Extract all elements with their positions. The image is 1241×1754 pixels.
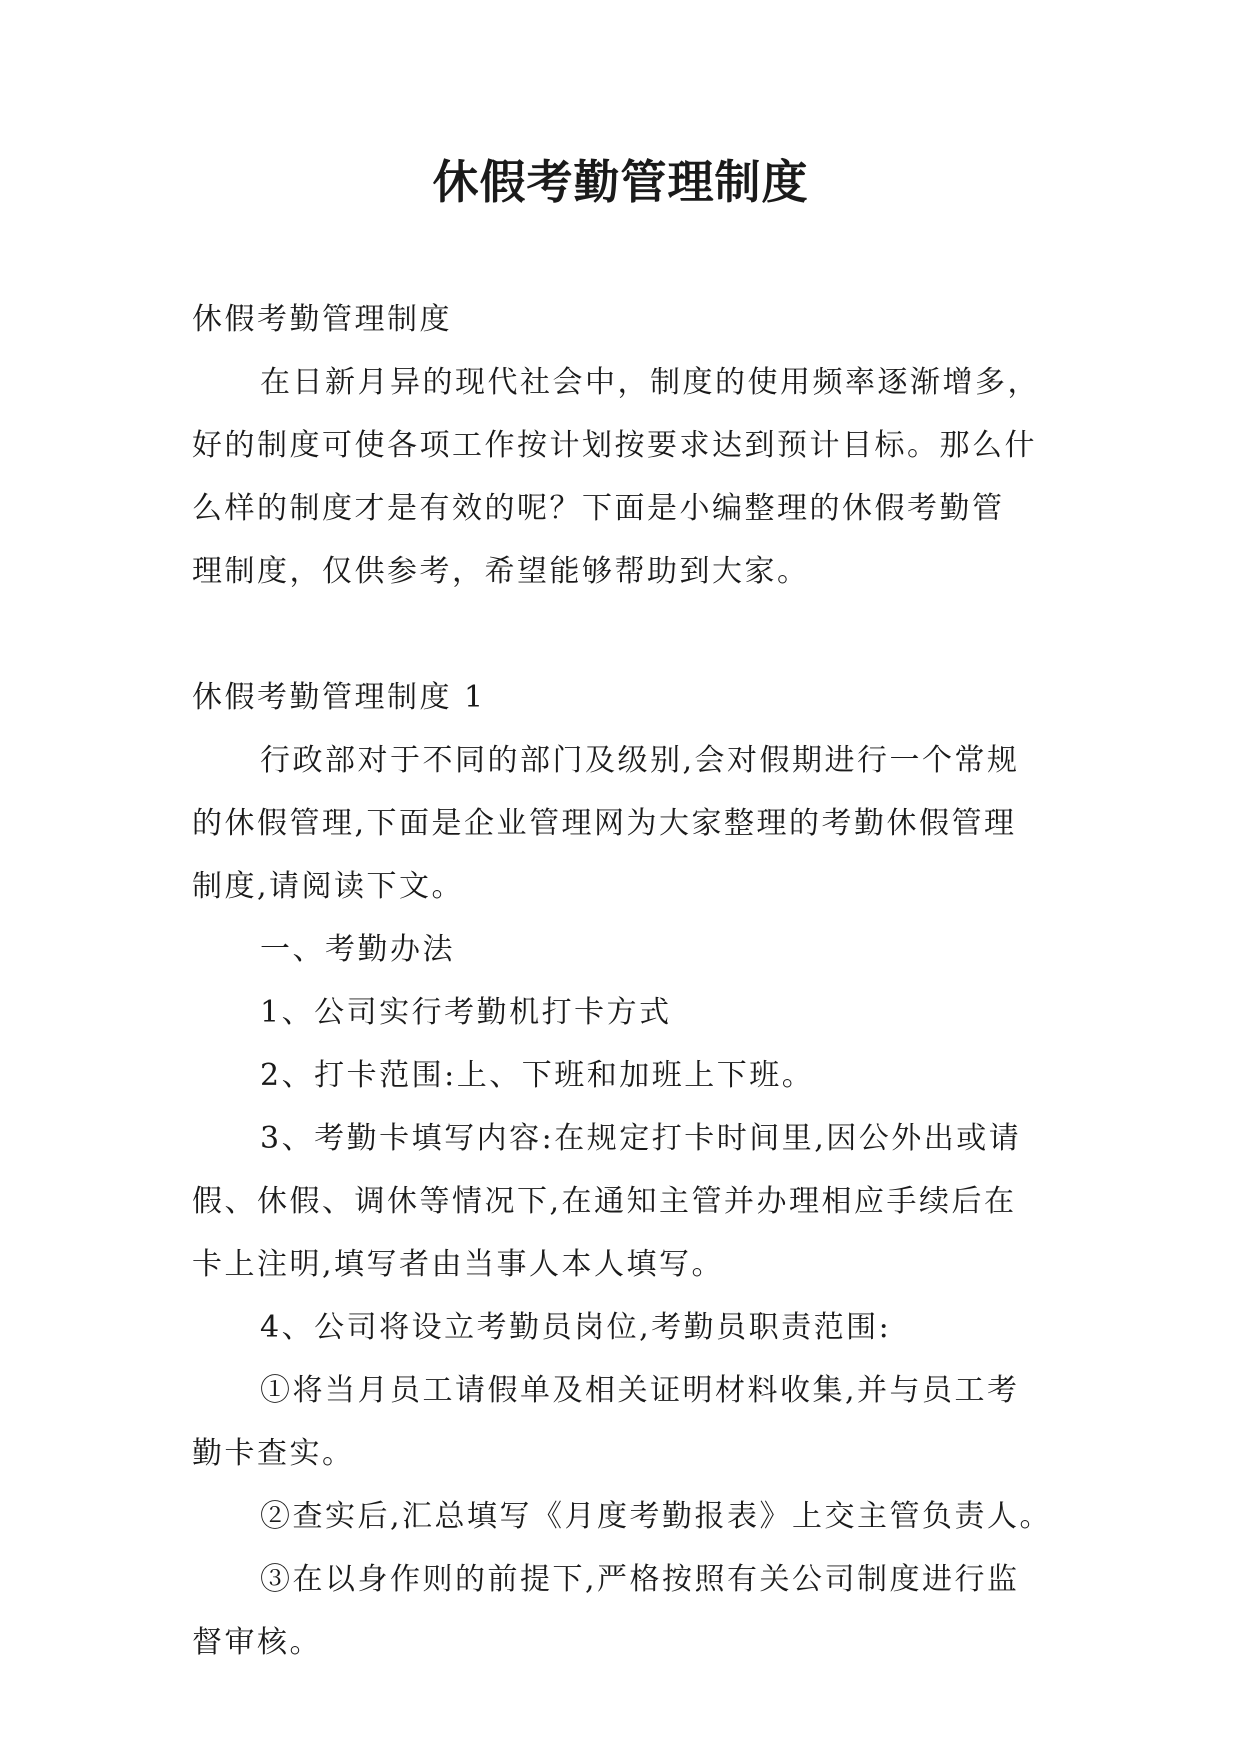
document-body xyxy=(192,288,1067,1674)
duty-item-continuation: 勤卡查实。 xyxy=(192,1436,355,1471)
intro-paragraph-line: 在日新月异的现代社会中，制度的使用频率逐渐增多， xyxy=(260,365,1040,400)
duty-item: ③在以身作则的前提下,严格按照有关公司制度进行监 xyxy=(260,1562,1020,1597)
intro-paragraph-line: 么样的制度才是有效的呢？下面是小编整理的休假考勤管 xyxy=(192,491,1005,526)
duty-item: ①将当月员工请假单及相关证明材料收集,并与员工考 xyxy=(260,1373,1020,1408)
list-item: 1、公司实行考勤机打卡方式 xyxy=(260,995,672,1030)
document-title: 休假考勤管理制度 xyxy=(432,155,809,209)
subsection-heading: 一、考勤办法 xyxy=(260,932,455,967)
duty-item: ②查实后,汇总填写《月度考勤报表》上交主管负责人。 xyxy=(260,1499,1053,1534)
list-item-continuation: 卡上注明,填写者由当事人本人填写。 xyxy=(192,1247,725,1282)
intro-paragraph-line: 理制度，仅供参考，希望能够帮助到大家。 xyxy=(192,554,810,589)
section-paragraph-line: 行政部对于不同的部门及级别,会对假期进行一个常规 xyxy=(260,743,1020,778)
intro-heading: 休假考勤管理制度 xyxy=(192,302,452,337)
list-item: 2、打卡范围:上、下班和加班上下班。 xyxy=(260,1058,815,1093)
list-item: 3、考勤卡填写内容:在规定打卡时间里,因公外出或请 xyxy=(260,1121,1022,1156)
duty-item-continuation: 督审核。 xyxy=(192,1625,322,1660)
section-spacer xyxy=(192,603,1067,666)
section-heading: 休假考勤管理制度 1 xyxy=(192,680,486,715)
section-paragraph-line: 制度,请阅读下文。 xyxy=(192,869,465,904)
list-item-continuation: 假、休假、调休等情况下,在通知主管并办理相应手续后在 xyxy=(192,1184,1017,1219)
intro-paragraph-line: 好的制度可使各项工作按计划按要求达到预计目标。那么什 xyxy=(192,428,1037,463)
list-item: 4、公司将设立考勤员岗位,考勤员职责范围: xyxy=(260,1310,892,1345)
section-paragraph-line: 的休假管理,下面是企业管理网为大家整理的考勤休假管理 xyxy=(192,806,1017,841)
